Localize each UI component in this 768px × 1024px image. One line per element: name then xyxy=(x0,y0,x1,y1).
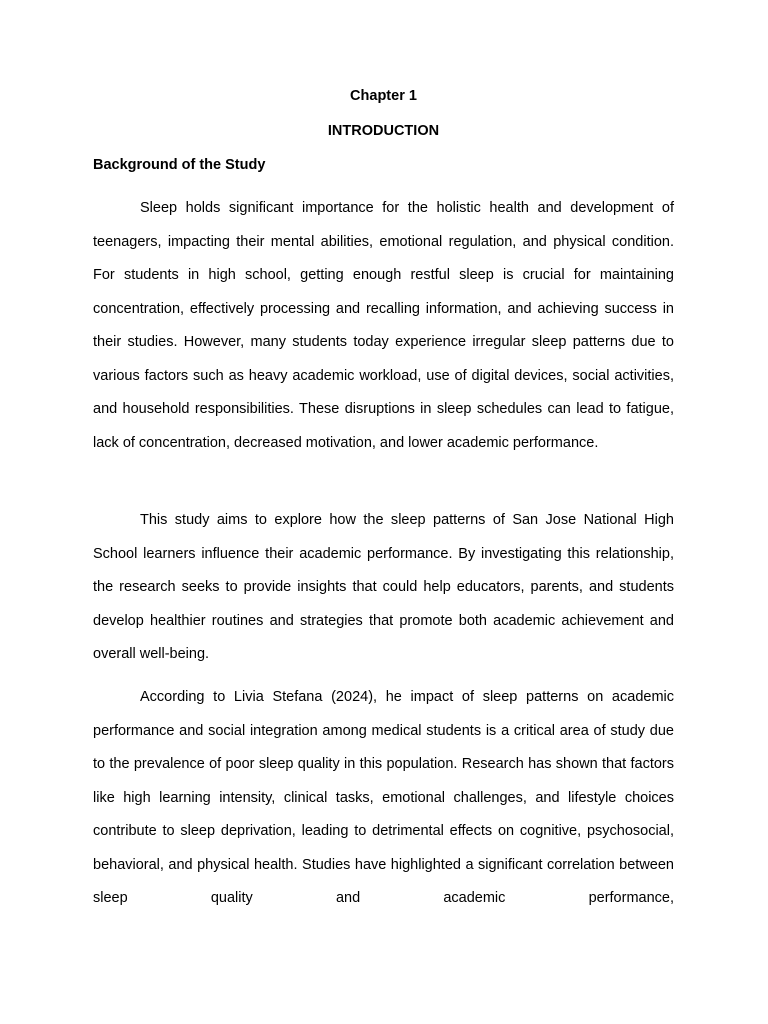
paragraph-study-aim: This study aims to explore how the sleep patterns of San Jose National High School learners influence their academic performance. By investigating this relationship, the research seeks to provide insights that could help educators, parents, and students develop healthier routines and strategies that promote both academic achievement and overall well-being. xyxy=(93,512,674,662)
paragraph-sleep-importance: Sleep holds significant importance for the holistic health and development of teenagers, impacting their mental abilities, emotional regulation, and physical condition. For students in high school, getting enough restful sleep is crucial for maintaining concentration, effectively processing and recalling information, and achieving success in their studies. However, many students today experience irregular sleep patterns due to various factors such as heavy academic workload, use of digital devices, social activities, and household responsibilities. These disruptions in sleep schedules can lead to fatigue, lack of concentration, decreased motivation, and lower academic performance. xyxy=(93,200,674,451)
chapter-title: INTRODUCTION xyxy=(327,123,440,139)
chapter-label: Chapter 1 xyxy=(350,88,417,104)
paragraph-literature-review: According to Livia Stefana (2024), he impact of sleep patterns on academic performance and social integration among medical students is a critical area of study due to the prevalence of poor sleep quality in this population. Research has shown that factors like high learning intensity, clinical tasks, emotional challenges, and lifestyle choices contribute to sleep deprivation, leading to detrimental effects on cognitive, psychosocial, behavioral, and physical health. Studies have highlighted a significant correlation between sleep quality and academic performance, xyxy=(93,689,674,906)
section-heading: Background of the Study xyxy=(93,157,266,173)
